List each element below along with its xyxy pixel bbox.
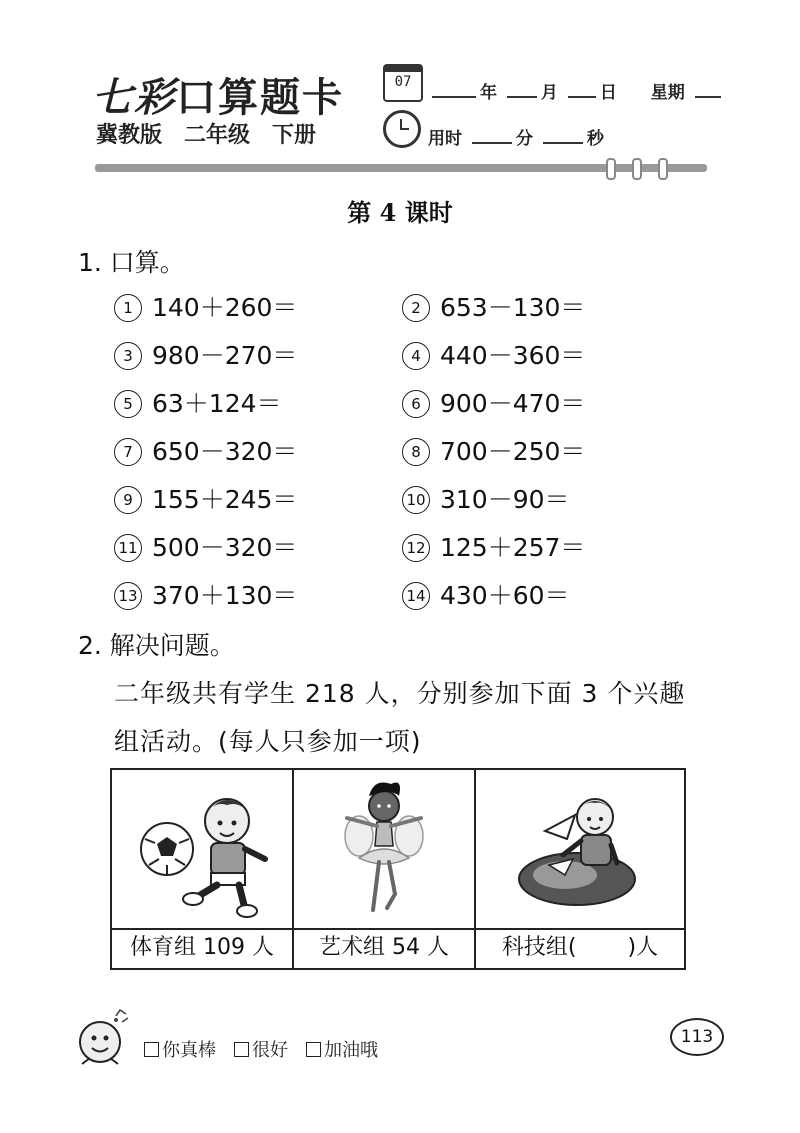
groups-table [110, 768, 686, 970]
problem-item: 2 653－130＝ [402, 288, 585, 324]
problem-item: 11 500－320＝ [114, 528, 297, 564]
problem-item: 6 900－470＝ [402, 384, 585, 420]
year-blank[interactable] [432, 82, 476, 98]
sports-boy-illustration [112, 770, 292, 928]
rating-option-try-harder[interactable]: 加油哦 [306, 1036, 378, 1062]
problem-text-line1: 二年级共有学生 218 人，分别参加下面 3 个兴趣 [114, 679, 686, 708]
problem-text-line2: 组活动。(每人只参加一项) [114, 727, 422, 756]
rating-option-good[interactable]: 很好 [234, 1036, 288, 1062]
edition-volume: 下册 [272, 123, 317, 148]
minutes-label: 分 [515, 129, 533, 149]
checkbox-icon [234, 1042, 249, 1057]
problem-item: 12 125＋257＝ [402, 528, 585, 564]
year-label: 年 [480, 83, 497, 103]
time-prefix: 用时 [428, 129, 462, 149]
dancer-girl-illustration [294, 770, 474, 928]
cartoon-mascot-icon [72, 1008, 134, 1070]
tech-boy-illustration [476, 770, 684, 928]
edition-publisher: 冀教版 [96, 123, 163, 148]
group-label-art: 艺术组 54 人 [319, 935, 449, 960]
binder-ring-icon [658, 158, 668, 180]
paper-plane-icon [515, 779, 645, 919]
rating-option-great[interactable]: 你真棒 [144, 1036, 216, 1062]
seconds-blank[interactable] [543, 128, 583, 144]
seconds-label: 秒 [586, 129, 604, 149]
month-blank[interactable] [507, 82, 537, 98]
month-label: 月 [540, 83, 558, 103]
mascot-illustration [72, 1008, 134, 1074]
problem-item: 1 140＋260＝ [114, 288, 297, 324]
problem-item: 9 155＋245＝ [114, 480, 297, 516]
problem-item: 8 700－250＝ [402, 432, 585, 468]
binder-ring-icon [632, 158, 642, 180]
problem-item: 14 430＋60＝ [402, 576, 570, 612]
brand-rest: 口算题卡 [176, 75, 344, 121]
section1-title: 1. 口算。 [78, 248, 185, 277]
date-line [428, 78, 725, 103]
problem-item: 10 310－90＝ [402, 480, 570, 516]
time-line [428, 124, 604, 149]
problem-item: 4 440－360＝ [402, 336, 585, 372]
calendar-icon [383, 64, 423, 102]
day-blank[interactable] [568, 82, 596, 98]
checkbox-icon [306, 1042, 321, 1057]
weekday-label: 星期 [650, 83, 685, 103]
group-label-sports: 体育组 109 人 [130, 935, 274, 960]
lesson-title: 第 4 课时 [347, 198, 453, 227]
group-label-tech[interactable]: 科技组( )人 [501, 935, 659, 960]
problem-item: 7 650－320＝ [114, 432, 297, 468]
problem-item: 13 370＋130＝ [114, 576, 297, 612]
day-label: 日 [599, 83, 617, 103]
soccer-ball-icon [127, 779, 277, 919]
binder-ring-icon [606, 158, 616, 180]
page-number: 113 [670, 1018, 724, 1056]
problem-item: 5 63＋124＝ [114, 384, 282, 420]
weekday-blank[interactable] [695, 82, 721, 98]
section2-title: 2. 解决问题。 [78, 631, 235, 660]
clock-icon [383, 110, 421, 148]
edition-line [96, 118, 338, 149]
edition-grade: 二年级 [184, 123, 251, 148]
dancer-icon [329, 774, 439, 924]
minutes-blank[interactable] [472, 128, 512, 144]
checkbox-icon [144, 1042, 159, 1057]
brand-title [92, 66, 344, 123]
calendar-day: 07 [394, 74, 412, 90]
brand-script: 七彩 [92, 74, 176, 121]
problem-item: 3 980－270＝ [114, 336, 297, 372]
